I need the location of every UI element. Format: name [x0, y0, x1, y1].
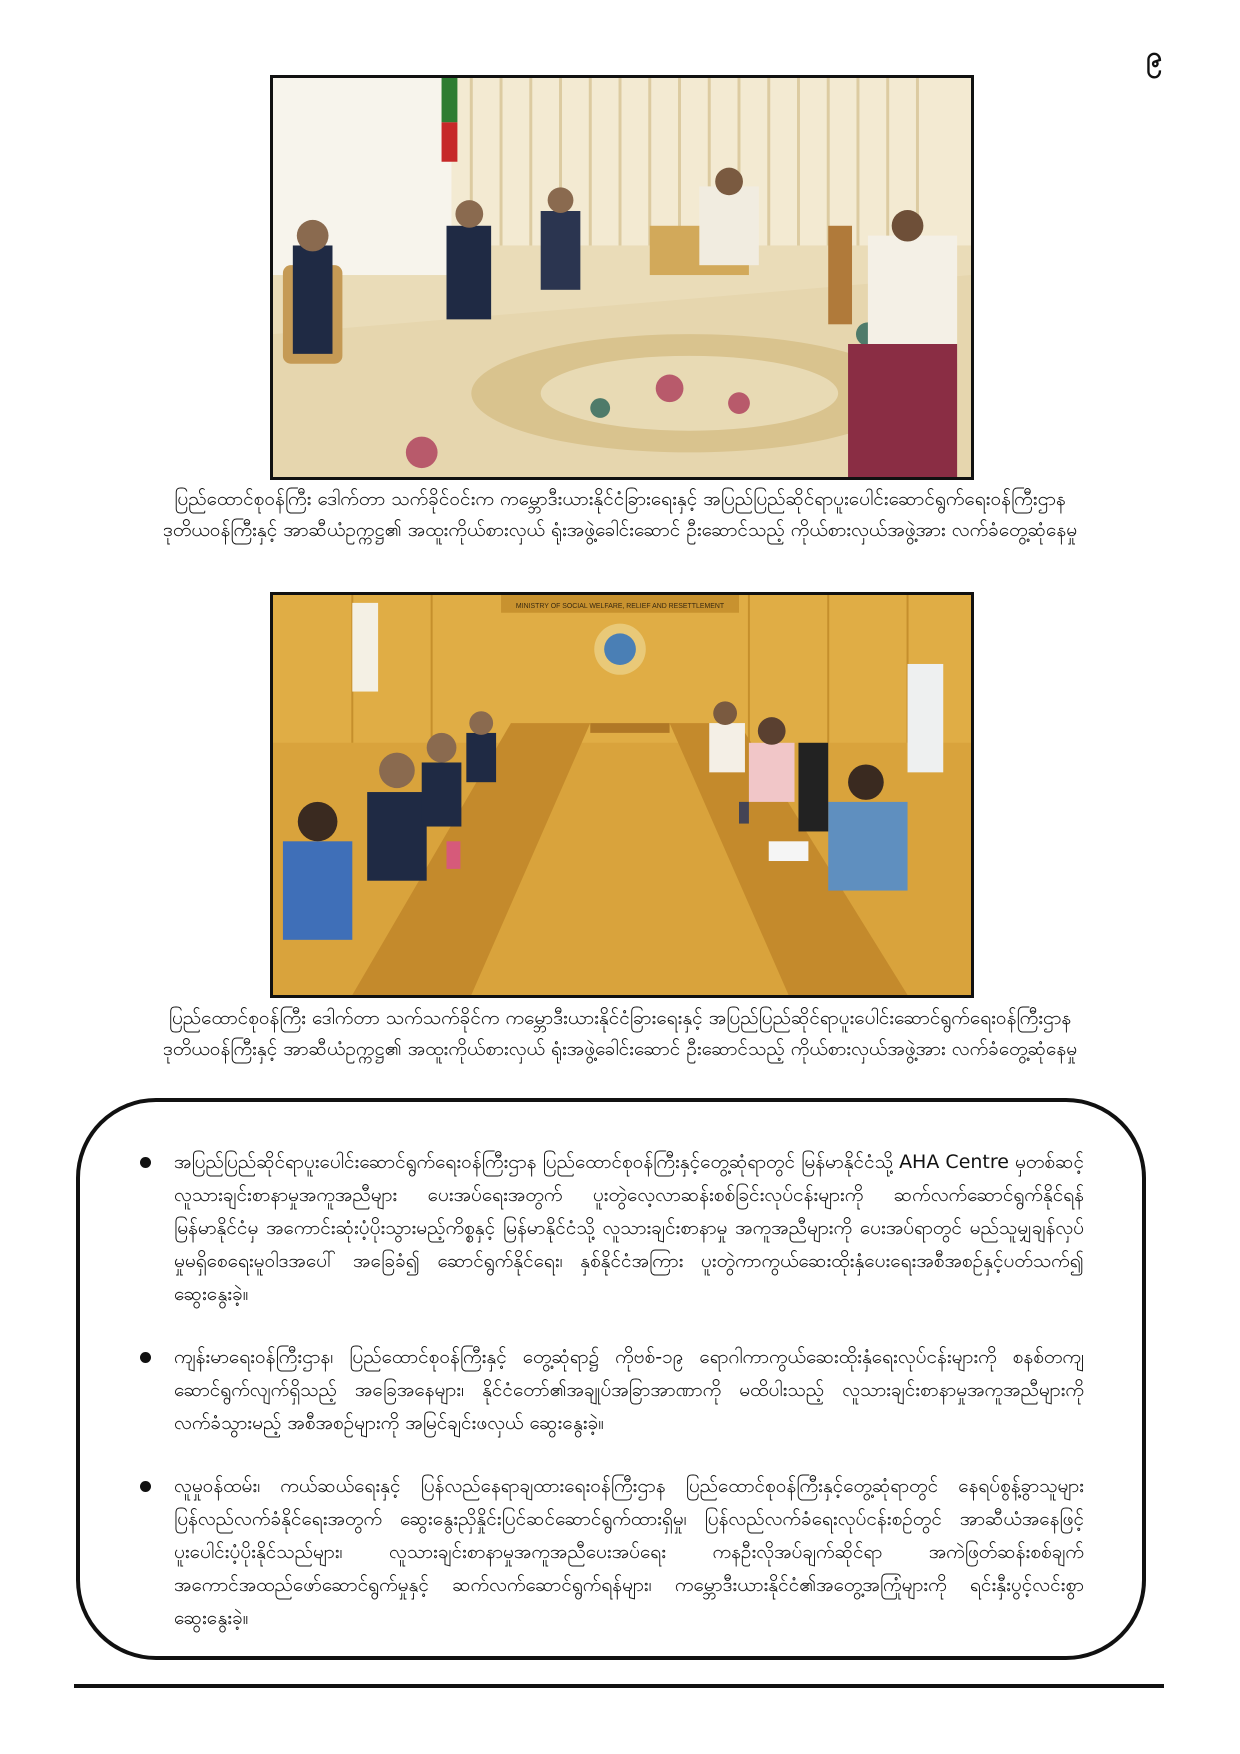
meeting-photo-conference-room [270, 592, 974, 998]
bullet-icon [140, 1481, 151, 1492]
footer-divider [74, 1684, 1164, 1688]
caption-line: ပြည်ထောင်စုဝန်ကြီး ဒေါက်တာ သက်သက်ခိုင်က ကမ္ဘောဒီးယားနိုင်ငံခြားရေးနှင့် အပြည်ပြည်ဆိုင်ရာပူးပေါင်းဆောင်ရွက်ရေးဝန်ကြီးဌာန [168, 1007, 1072, 1029]
summary-text: လူမှုဝန်ထမ်း၊ ကယ်ဆယ်ရေးနှင့် ပြန်လည်နေရာချထားရေးဝန်ကြီးဌာန ပြည်ထောင်စုဝန်ကြီးနှင့်တွေ့ဆုံရာတွင် နေရပ်စွန့်ခွာသူများ ပြန်လည်လက်ခံနိုင်ရေးအတွက် ဆွေးနွေးညှိနှိုင်းပြင်ဆင်ဆောင်ရွက်ထားရှိမှု၊ ပြန်လည်လက်ခံရေးလုပ်ငန်းစဉ်တွင် အာဆီယံအနေဖြင့် ပူးပေါင်းပံ့ပိုးနိုင်သည်များ၊ လူသားချင်းစာနာမှုအကူအညီပေးအပ်ရေး ကနဦးလိုအပ်ချက်ဆိုင်ရာ အကဲဖြတ်ဆန်းစစ်ချက် အကောင်အထည်ဖော်ဆောင်ရွက်မှုနှင့် ဆက်လက်ဆောင်ရွက်ရန်များ၊ ကမ္ဘောဒီးယားနိုင်ငံ၏အတွေ့အကြုံများကို ရင်းနှီးပွင့်လင်းစွာဆွေးနွေးခဲ့။ [174, 1475, 1084, 1629]
summary-item [140, 1146, 1084, 1311]
bullet-icon [140, 1352, 151, 1363]
ministry-sign: MINISTRY OF SOCIAL WELFARE, RELIEF AND RESETTLEMENT [515, 602, 725, 610]
photo-caption [60, 1003, 1180, 1065]
summary-text: ကျန်းမာရေးဝန်ကြီးဌာန၊ ပြည်ထောင်စုဝန်ကြီးနှင့် တွေ့ဆုံရာ၌ ကိုဗစ်-၁၉ ရောဂါကာကွယ်ဆေးထိုးနှံရေးလုပ်ငန်းများကို စနစ်တကျဆောင်ရွက်လျက်ရှိသည့် အခြေအနေများ၊ နိုင်ငံတော်၏အချုပ်အခြာအာဏာကို မထိပါးသည့် လူသားချင်းစာနာမှုအကူအညီများကို လက်ခံသွားမည့် အစီအစဉ်များကို အမြင်ချင်းဖလှယ် ဆွေးနွေးခဲ့။ [174, 1346, 1084, 1434]
summary-item [140, 1470, 1084, 1635]
caption-line: ဒုတိယဝန်ကြီးနှင့် အာဆီယံဥက္ကဋ္ဌ၏ အထူးကိုယ်စားလှယ် ရုံးအဖွဲ့ခေါင်းဆောင် ဦးဆောင်သည့် ကိုယ်စားလှယ်အဖွဲ့အား လက်ခံတွေ့ဆုံနေမှု [162, 1038, 1078, 1060]
summary-box [76, 1098, 1146, 1660]
meeting-photo-reception-hall [270, 75, 974, 480]
caption-line: ပြည်ထောင်စုဝန်ကြီး ဒေါက်တာ သက်ခိုင်ဝင်းက ကမ္ဘောဒီးယားနိုင်ငံခြားရေးနှင့် အပြည်ပြည်ဆိုင်ရာပူးပေါင်းဆောင်ရွက်ရေးဝန်ကြီးဌာန [174, 488, 1066, 510]
bullet-icon [140, 1157, 151, 1168]
photo-caption [60, 484, 1180, 546]
caption-line: ဒုတိယဝန်ကြီးနှင့် အာဆီယံဥက္ကဋ္ဌ၏ အထူးကိုယ်စားလှယ် ရုံးအဖွဲ့ခေါင်းဆောင် ဦးဆောင်သည့် ကိုယ်စားလှယ်အဖွဲ့အား လက်ခံတွေ့ဆုံနေမှု [162, 519, 1078, 541]
summary-item [140, 1341, 1084, 1440]
summary-list [80, 1102, 1142, 1635]
page-number: ၉ [1146, 40, 1162, 73]
summary-text: အပြည်ပြည်ဆိုင်ရာပူးပေါင်းဆောင်ရွက်ရေးဝန်ကြီးဌာန ပြည်ထောင်စုဝန်ကြီးနှင့်တွေ့ဆုံရာတွင် မြန်မာနိုင်ငံသို့ AHA Centre မှတစ်ဆင့် လူသားချင်းစာနာမှုအကူအညီများ ပေးအပ်ရေးအတွက် ပူးတွဲလေ့လာဆန်းစစ်ခြင်းလုပ်ငန်းများကို ဆက်လက်ဆောင်ရွက်နိုင်ရန် မြန်မာနိုင်ငံမှ အကောင်းဆုံးပံ့ပိုးသွားမည့်ကိစ္စနှင့် မြန်မာနိုင်ငံသို့ လူသားချင်းစာနာမှု အကူအညီများကို ပေးအပ်ရာတွင် မည်သူမျှချန်လှပ်မှုမရှိစေရေးမူဝါဒအပေါ် အခြေခံ၍ ဆောင်ရွက်နိုင်ရေး၊ နှစ်နိုင်ငံအကြား ပူးတွဲကာကွယ်ဆေးထိုးနှံပေးရေးအစီအစဉ်နှင့်ပတ်သက်၍ ဆွေးနွေးခဲ့။ [174, 1151, 1084, 1305]
